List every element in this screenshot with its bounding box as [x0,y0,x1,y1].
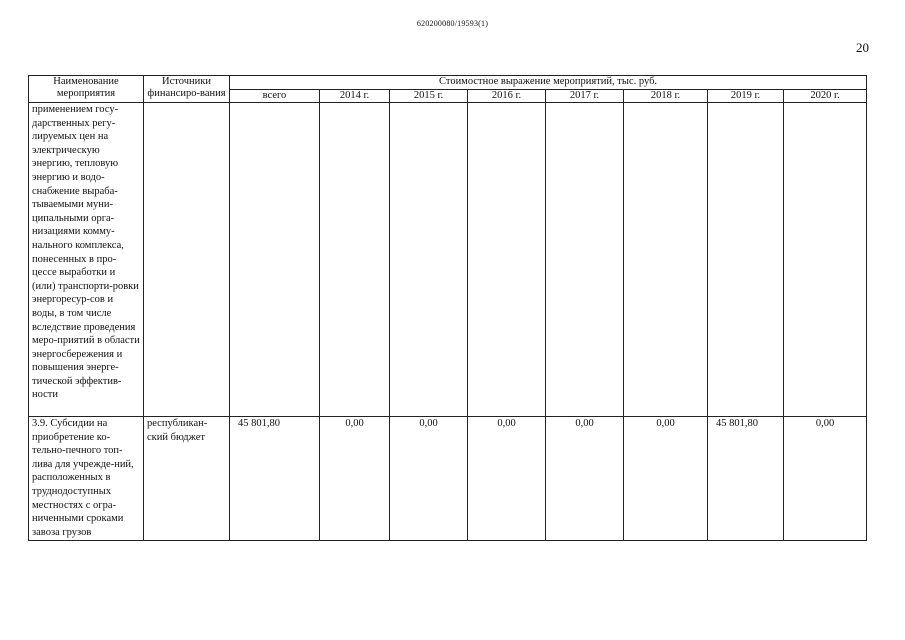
header-source: Источники финансиро-вания [144,76,230,103]
row-value-2019 [708,103,784,417]
row-value-2016: 0,00 [468,417,546,541]
header-cost-group: Стоимостное выражение мероприятий, тыс. руб. [230,76,867,90]
row-total: 45 801,80 [230,417,320,541]
row-value-2014: 0,00 [320,417,390,541]
row-total [230,103,320,417]
budget-table [28,75,867,541]
row-value-2016 [468,103,546,417]
header-year-2020: 2020 г. [784,90,867,103]
row-value-2018 [624,103,708,417]
page-number: 20 [856,40,869,55]
table-row [29,417,867,541]
row-value-2020 [784,103,867,417]
header-year-2019: 2019 г. [708,90,784,103]
header-year-2018: 2018 г. [624,90,708,103]
row-name: применением госу-дарственных регу-лируемых цен на электрическую энергию, тепловую энергию и водо-снабжение выраба-тываемыми муни-ципальными орга-низациями комму-нального комплекса, понесенных в про-цессе выработки и (или) транспорти-ровки энергоресур-сов и воды, в том числе вследствие проведения меро-приятий в области энергосбережения и повышения энерге-тической эффектив-ности [29,103,144,417]
row-source [144,103,230,417]
header-year-2016: 2016 г. [468,90,546,103]
row-value-2019: 45 801,80 [708,417,784,541]
header-year-2014: 2014 г. [320,90,390,103]
header-year-2017: 2017 г. [546,90,624,103]
row-value-2017: 0,00 [546,417,624,541]
header-name: Наименование мероприятия [29,76,144,103]
row-value-2015 [390,103,468,417]
row-value-2014 [320,103,390,417]
document-id: 620200080/19593(1) [416,19,489,28]
row-source: республикан-ский бюджет [144,417,230,541]
header-year-2015: 2015 г. [390,90,468,103]
table-row [29,103,867,417]
row-value-2017 [546,103,624,417]
row-name: 3.9. Субсидии на приобретение ко-тельно-печного топ-лива для учрежде-ний, расположенных в труднодоступных местностях с огра-ниченными сроками завоза грузов [29,417,144,541]
row-value-2020: 0,00 [784,417,867,541]
header-total: всего [230,90,320,103]
row-value-2015: 0,00 [390,417,468,541]
row-value-2018: 0,00 [624,417,708,541]
